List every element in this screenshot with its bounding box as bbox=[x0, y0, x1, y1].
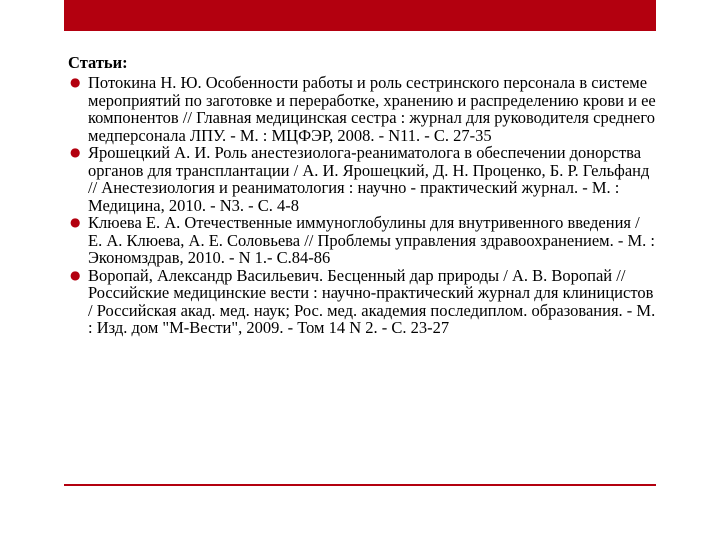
page-title: Статьи: bbox=[68, 53, 128, 72]
bullet-icon: ● bbox=[70, 267, 81, 282]
reference-list bbox=[68, 74, 658, 337]
list-item bbox=[68, 214, 658, 267]
reference-text: Потокина Н. Ю. Особенности работы и роль сестринского персонала в системе мероприятий по заготовке и переработке, хранению и распределению крови и ее компонентов // Главная медицинская сестра : журнал для руководителя среднего медперсонала ЛПУ. - М. : МЦФЭР, 2008. - N11. - С. 27-35 bbox=[88, 73, 656, 145]
reference-text: Воропай, Александр Васильевич. Бесценный дар природы / А. В. Воропай // Российские медицинские вести : научно-практический журнал для клиницистов / Российская акад. мед. наук; Рос. мед. академия последиплом. образования. - М. : Изд. дом "М-Вести", 2009. - Том 14 N 2. - С. 23-27 bbox=[88, 265, 656, 337]
bullet-icon: ● bbox=[70, 215, 81, 229]
list-item bbox=[68, 74, 658, 144]
reference-text: Ярошецкий А. И. Роль анестезиолога-реаниматолога в обеспечении донорства органов для трансплантации / А. И. Ярошецкий, Д. Н. Проценко, Б. Р. Гельфанд // Анестезиология и реаниматология : научно - практический журнал. - М. : Медицина, 2010. - N3. - С. 4-8 bbox=[88, 143, 650, 215]
bullet-icon: ● bbox=[70, 75, 81, 89]
slide-content bbox=[68, 53, 658, 337]
bullet-icon: ● bbox=[70, 145, 81, 159]
list-item bbox=[68, 267, 658, 337]
bottom-divider bbox=[64, 484, 656, 486]
list-item bbox=[68, 144, 658, 214]
top-accent-bar bbox=[64, 0, 656, 31]
reference-text: Клюева Е. А. Отечественные иммуноглобулины для внутривенного введения / Е. А. Клюева, А. Е. Соловьева // Проблемы управления здравоохранением. - М. : Экономздрав, 2010. - N 1.- С.84-86 bbox=[88, 213, 656, 267]
